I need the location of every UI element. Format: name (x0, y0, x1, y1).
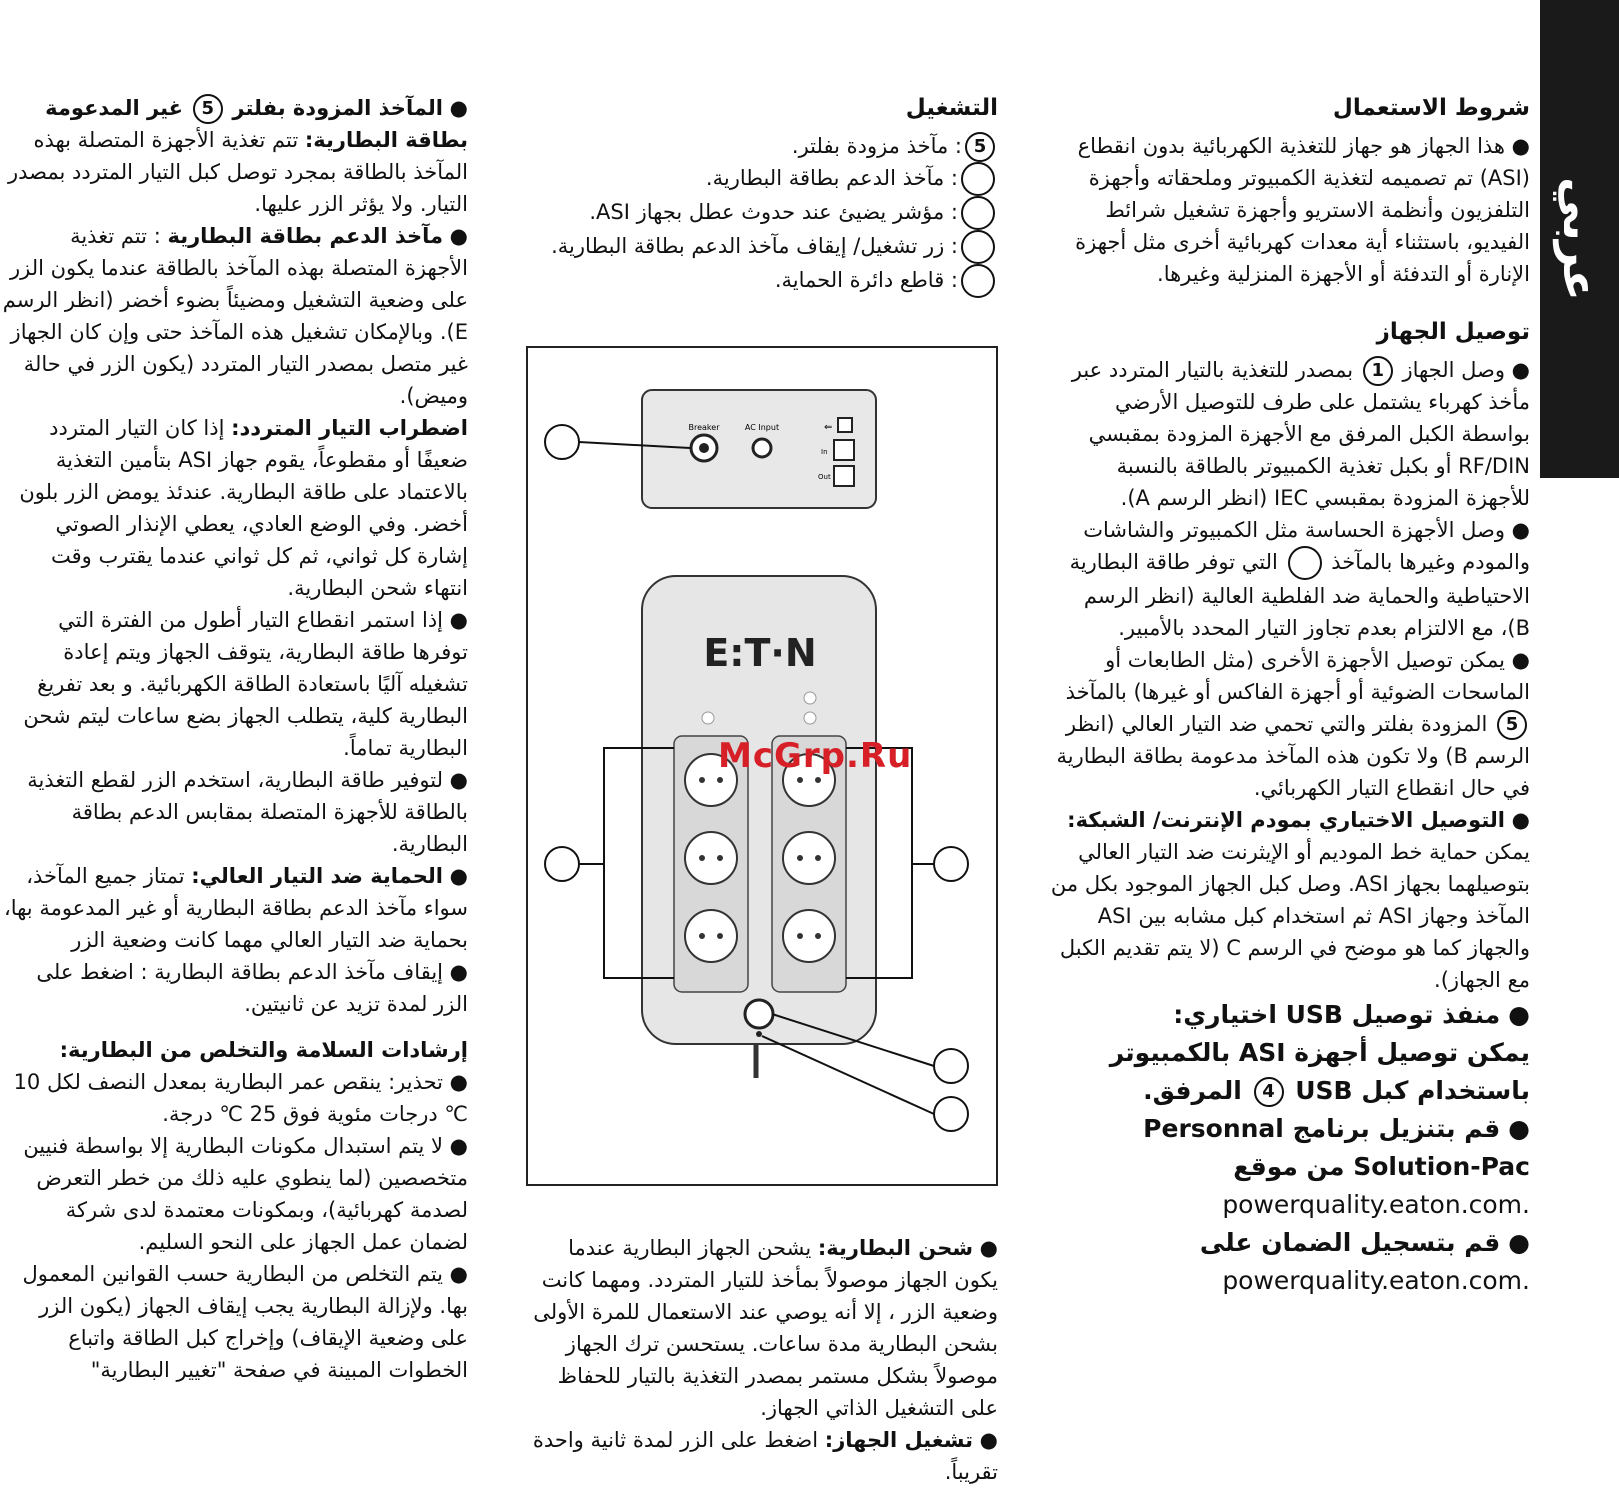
usage-text: هذا الجهاز هو جهاز للتغذية الكهربائية بدون انقطاع (ASI) تم تصميمه لتغذية الكمبيوتر وملحقاته وأجهزة التلفزيون وأنظمة الاستريو وأجهزة تشغيل شرائط الفيديو، باستثناء أية معدات كهربائية أخرى مثل أجهزة الإنارة أو التدفئة أو الأجهزة المنزلية وغيرها. (1075, 134, 1530, 286)
start-title: تشغيل الجهاز: (824, 1428, 973, 1452)
connect-item-2: ● وصل الأجهزة الحساسة مثل الكمبيوتر والشاشات والمودم وغيرها بالمآخذ التي توفر طاقة البطارية الاحتياطية والحماية ضد الفلطية العالية (انظر الرسم B)، مع الالتزام بعدم تجاوز التيار المحدد بالأمبير. (1069, 518, 1530, 640)
connect-2a: وصل الأجهزة الحساسة مثل الكمبيوتر والشاشات والمودم وغيرها بالمآخذ (1083, 518, 1530, 574)
breaker-label: Breaker (688, 423, 720, 432)
right-column (1050, 92, 1530, 1300)
modem-item: ● التوصيل الاختياري بمودم الإنترنت/ الشبكة: (1067, 808, 1530, 832)
legend-text: : مآخذ مزودة بفلتر. (791, 134, 962, 158)
usage-heading: شروط الاستعمال (1332, 95, 1530, 121)
replace-text: لا يتم استبدال مكونات البطارية إلا بواسطة فنيين متخصصين (لما ينطوي عليه ذلك من خطر التعرض لصدمة كهربائية)، وبمكونات معتمدة لدى شركة لضمان عمل الجهاز على النحو السليم. (23, 1134, 468, 1254)
legend-text: : مآخذ الدعم بطاقة البطارية. (705, 166, 958, 190)
connect-3a: يمكن توصيل الأجهزة الأخرى (مثل الطابعات أو الماسحات الضوئية أو أجهزة الفاكس أو غيرها) بالمآخذ (1065, 648, 1530, 704)
connect-3b: المزودة بفلتر والتي تحمي ضد التيار العالي (انظر الرسم B) ولا تكون هذه المآخذ مدعومة بطاقة البطارية في حال انقطاع التيار الكهربائي. (1056, 712, 1530, 800)
callout-led-icon (934, 1097, 968, 1131)
usb-title: منفذ توصيل USB اختياري: (1173, 1000, 1501, 1029)
legend-item (526, 264, 998, 298)
filtered-text: تتم تغذية الأجهزة المتصلة بهذه المآخذ بالطاقة بمجرد توصل كبل التيار المتردد بمصدر التيار. ولا يؤثر الزر عليها. (7, 128, 468, 216)
connect-item-1: ● وصل الجهاز 1 بمصدر للتغذية بالتيار المتردد عبر مأخذ كهرباء يشتمل على طرف للتوصيل الأرضي بواسطة الكبل المرفق مع الأجهزة المزودة بمقبسي RF/DIN أو بكبل تغذية الكمبيوتر بالطاقة بالنسبة للأجهزة المزودة بمقبسي IEC (انظر الرسم A). (1071, 358, 1530, 510)
modem-out-icon (834, 466, 854, 486)
warn-item: ● تحذير: ينقص عمر البطارية بمعدل النصف لكل 10 ℃ درجات مئوية فوق 25 ℃ درجة. (13, 1070, 468, 1126)
operation-heading: التشغيل (905, 95, 998, 121)
indicator-icon (804, 712, 816, 724)
legend-text: : قاطع دائرة الحماية. (774, 268, 958, 292)
surge-item: ● الحماية ضد التيار العالي: تمتاز جميع المآخذ، سواء مآخذ الدعم بطاقة البطارية أو غير المدعومة بها، بحماية ضد التيار العالي مهما كانت وضعية الزر (3, 864, 468, 952)
replace-item: ● لا يتم استبدال مكونات البطارية إلا بواسطة فنيين متخصصين (لما ينطوي عليه ذلك من خطر التعرض لصدمة كهربائية)، وبمكونات معتمدة لدى شركة لضمان عمل الجهاز على النحو السليم. (23, 1134, 468, 1254)
outlet-icon (783, 910, 835, 962)
start-text: اضغط على الزر لمدة ثانية واحدة تقريباً. (532, 1428, 998, 1484)
left-column (2, 92, 468, 1386)
usb-port-icon (838, 418, 852, 432)
callout-button-icon (934, 1049, 968, 1083)
warranty-text: قم بتسجيل الضمان على (1199, 1228, 1501, 1257)
legend-item (526, 230, 998, 264)
backup-item: ● مآخذ الدعم بطاقة البطارية : تتم تغذية الأجهزة المتصلة بهذه المآخذ بالطاقة عندما يكون الزر على وضعية التشغيل ومضيئاً بضوء أخضر (انظر الرسم E). وبالإمكان تشغيل هذه المآخذ حتى وإن كان الجهاز غير متصل بمصدر التيار المتردد (يكون الزر في حالة وميض). (2, 224, 468, 408)
watermark: McGrp.Ru (718, 736, 913, 776)
legend-text: : مؤشر يضيئ عند حدوث عطل بجهاز ASI. (589, 200, 958, 224)
legend-blank-icon (961, 196, 995, 230)
svg-text:⇐: ⇐ (824, 422, 833, 433)
stop-item: ● إيقاف مآخذ الدعم بطاقة البطارية : اضغط على الزر لمدة تزيد عن ثانيتين. (36, 960, 468, 1016)
callout-right-outlets-icon (934, 847, 968, 881)
eaton-logo: E:T·N (703, 631, 817, 675)
legend-item (526, 196, 998, 230)
ac-input-label: AC Input (744, 423, 780, 432)
usb-text-b: المرفق. (1143, 1076, 1242, 1105)
middle-bottom (526, 1232, 998, 1488)
callout-1-icon: 1 (1363, 356, 1393, 386)
usb-block: ● منفذ توصيل USB اختياري: يمكن توصيل أجهزة ASI بالكمبيوتر باستخدام كبل USB 4 المرفق. ● قم بتنزيل برنامج Personnal Solution-Pac من موقع .powerquality.eaton.com ● قم بتسجيل الضمان على .powerquality.eaton.com (1050, 996, 1530, 1300)
legend-blank-icon (961, 162, 995, 196)
legend-blank-icon (961, 230, 995, 264)
power-button-icon (745, 1000, 773, 1028)
filtered-title-2: غير المدعومة بطاقة البطارية: (45, 96, 468, 152)
legend-item (526, 162, 998, 196)
surge-text: تمتاز جميع المآخذ، سواء مآخذ الدعم بطاقة البطارية أو غير المدعومة بها، بحماية ضد التيار العالي مهما كانت وضعية الزر (3, 864, 468, 952)
backup-text: : تتم تغذية الأجهزة المتصلة بهذه المآخذ بالطاقة عندما يكون الزر على وضعية التشغيل ومضيئاً بضوء أخضر (انظر الرسم E). وبالإمكان تشغيل هذه المآخذ حتى وإن كان الجهاز غير متصل بمصدر التيار المتردد (يكون الزر في حالة وميض). (2, 224, 468, 408)
connect-1b: بمصدر للتغذية بالتيار المتردد عبر مأخذ كهرباء يشتمل على طرف للتوصيل الأرضي بواسطة الكبل المرفق مع الأجهزة المزودة بمقبسي RF/DIN أو بكبل تغذية الكمبيوتر بالطاقة بالنسبة للأجهزة المزودة بمقبسي IEC (انظر الرسم A). (1071, 358, 1530, 510)
disturb-text: إذا كان التيار المتردد ضعيفًا أو مقطوعاً، يقوم جهاز ASI بتأمين التغذية بالاعتماد على طاقة البطارية. عندئذ يومض الزر بلون أخضر. وفي الوضع العادي، يعطي الإنذار الصوتي إشارة كل ثواني، ثم كل ثواني عندما يقترب وقت انتهاء شحن البطارية. (19, 416, 468, 600)
outlet-icon (685, 832, 737, 884)
start-item: ● تشغيل الجهاز: اضغط على الزر لمدة ثانية واحدة تقريباً. (532, 1428, 998, 1484)
callout-blank-icon (1288, 546, 1322, 580)
callout-breaker-icon (545, 425, 579, 459)
disturb-title: اضطراب التيار المتردد: (231, 416, 468, 440)
language-tab (1540, 0, 1619, 478)
callout-left-outlets-icon (545, 847, 579, 881)
indicator-icon (702, 712, 714, 724)
save-text: لتوفير طاقة البطارية، استخدم الزر لقطع التغذية بالطاقة للأجهزة المتصلة بمقابس الدعم بطاقة البطارية. (27, 768, 468, 856)
connect-2b: التي توفر طاقة البطارية الاحتياطية والحماية ضد الفلطية العالية (انظر الرسم B)، مع الالتزام بعدم تجاوز التيار المحدد بالأمبير. (1069, 550, 1530, 640)
warn-text: تحذير: ينقص عمر البطارية بمعدل النصف لكل 10 ℃ درجات مئوية فوق 25 ℃ درجة. (13, 1070, 468, 1126)
save-item: ● لتوفير طاقة البطارية، استخدم الزر لقطع التغذية بالطاقة للأجهزة المتصلة بمقابس الدعم بطاقة البطارية. (27, 768, 468, 856)
disturb-item (2, 412, 468, 604)
legend-item (526, 130, 998, 162)
out-label: Out (818, 473, 831, 481)
callout-5-icon: 5 (1497, 710, 1527, 740)
outlet-icon (685, 910, 737, 962)
dispose-item: ● يتم التخلص من البطارية حسب القوانين المعمول بها. ولإزالة البطارية يجب إيقاف الجهاز (يكون الزر على وضعية الإيقاف) وإخراج كبل الطاقة واتباع الخطوات المبينة في صفحة "تغيير البطارية" (22, 1262, 468, 1382)
connect-item-3: ● يمكن توصيل الأجهزة الأخرى (مثل الطابعات أو الماسحات الضوئية أو أجهزة الفاكس أو غيرها) بالمآخذ 5 المزودة بفلتر والتي تحمي ضد التيار العالي (انظر الرسم B) ولا تكون هذه المآخذ مدعومة بطاقة البطارية في حال انقطاع التيار الكهربائي. (1056, 648, 1530, 800)
usb-text-a: يمكن توصيل أجهزة ASI بالكمبيوتر باستخدام كبل USB (1109, 1038, 1530, 1105)
legend-text: : زر تشغيل/ إيقاف مآخذ الدعم بطاقة البطارية. (551, 234, 958, 258)
safety-heading: إرشادات السلامة والتخلص من البطارية: (59, 1038, 468, 1062)
outage-item: ● إذا استمر انقطاع التيار أطول من الفترة التي توفرها طاقة البطارية، يتوقف الجهاز ويتم إعادة تشغيله آليًا باستعادة الطاقة الكهربائية. و بعد تفريغ البطارية كلية، يتطلب الجهاز بضع ساعات ليتم شحن البطارية تماماً. (23, 608, 468, 760)
charge-text: يشحن الجهاز البطارية عندما يكون الجهاز موصولاً بمأخذ للتيار المتردد. ومهما كانت وضعية الزر ، إلا أنه يوصي عند الاستعمال للمرة الأولى بشحن البطارية مدة ساعات. يستحسن ترك الجهاز موصولاً بشكل مستمر بمصدر التغذية بالتيار للحفاظ على التشغيل الذاتي الجهاز. (533, 1236, 998, 1420)
charge-title: شحن البطارية: (817, 1236, 973, 1260)
download-url: .powerquality.eaton.com (1222, 1190, 1530, 1219)
filtered-title: المآخذ المزودة بفلتر (232, 96, 443, 120)
filtered-item: ● المآخذ المزودة بفلتر 5 غير المدعومة بطاقة البطارية: تتم تغذية الأجهزة المتصلة بهذه المآخذ بالطاقة بمجرد توصل كبل التيار المتردد بمصدر التيار. ولا يؤثر الزر عليها. (7, 96, 468, 216)
ac-input-icon (753, 439, 771, 457)
fault-led-icon (804, 692, 816, 704)
connect-heading: توصيل الجهاز (1376, 319, 1530, 345)
stop-text: إيقاف مآخذ الدعم بطاقة البطارية : اضغط على الزر لمدة تزيد عن ثانيتين. (36, 960, 468, 1016)
modem-text: يمكن حماية خط الموديم أو الإيثرنت ضد التيار العالي بتوصيلهما بجهاز ASI. وصل كبل الجهاز الموجود بكل من المآخذ وجهاز ASI ثم استخدام كبل مشابه بين ASI والجهاز كما هو موضح في الرسم C (لا يتم تقديم الكبل مع الجهاز). (1050, 840, 1530, 992)
legend-5-icon: 5 (965, 132, 995, 162)
modem-title: التوصيل الاختياري بمودم الإنترنت/ الشبكة: (1067, 808, 1505, 832)
backup-title: مآخذ الدعم بطاقة البطارية (167, 224, 443, 248)
surge-title: الحماية ضد التيار العالي: (191, 864, 443, 888)
outage-text: إذا استمر انقطاع التيار أطول من الفترة التي توفرها طاقة البطارية، يتوقف الجهاز ويتم إعادة تشغيله آليًا باستعادة الطاقة الكهربائية. و بعد تفريغ البطارية كلية، يتطلب الجهاز بضع ساعات ليتم شحن البطارية تماماً. (23, 608, 468, 760)
outlet-icon (783, 832, 835, 884)
warranty-url: .powerquality.eaton.com (1222, 1266, 1530, 1295)
middle-column (526, 92, 998, 298)
legend-blank-icon (961, 264, 995, 298)
dispose-text: يتم التخلص من البطارية حسب القوانين المعمول بها. ولإزالة البطارية يجب إيقاف الجهاز (يكون الزر على وضعية الإيقاف) وإخراج كبل الطاقة واتباع الخطوات المبينة في صفحة "تغيير البطارية" (22, 1262, 468, 1382)
fault-led-dot (756, 1031, 762, 1037)
language-tab-label: عربي (1552, 177, 1607, 301)
modem-in-icon (834, 440, 854, 460)
connect-1a: وصل الجهاز (1402, 358, 1505, 382)
charge-item: ● شحن البطارية: يشحن الجهاز البطارية عندما يكون الجهاز موصولاً بمأخذ للتيار المتردد. ومهما كانت وضعية الزر ، إلا أنه يوصي عند الاستعمال للمرة الأولى بشحن البطارية مدة ساعات. يستحسن ترك الجهاز موصولاً بشكل مستمر بمصدر التغذية بالتيار للحفاظ على التشغيل الذاتي الجهاز. (533, 1236, 998, 1420)
usage-paragraph: ● هذا الجهاز هو جهاز للتغذية الكهربائية بدون انقطاع (ASI) تم تصميمه لتغذية الكمبيوتر وملحقاته وأجهزة التلفزيون وأنظمة الاستريو وأجهزة تشغيل شرائط الفيديو، باستثناء أية معدات كهربائية أخرى مثل أجهزة الإنارة أو التدفئة أو الأجهزة المنزلية وغيرها. (1075, 134, 1530, 286)
download-text: قم بتنزيل برنامج Personnal Solution-Pac من موقع (1143, 1114, 1530, 1181)
callout-5-icon: 5 (193, 94, 223, 124)
callout-4-icon: 4 (1254, 1077, 1284, 1107)
in-label: In (821, 448, 828, 456)
